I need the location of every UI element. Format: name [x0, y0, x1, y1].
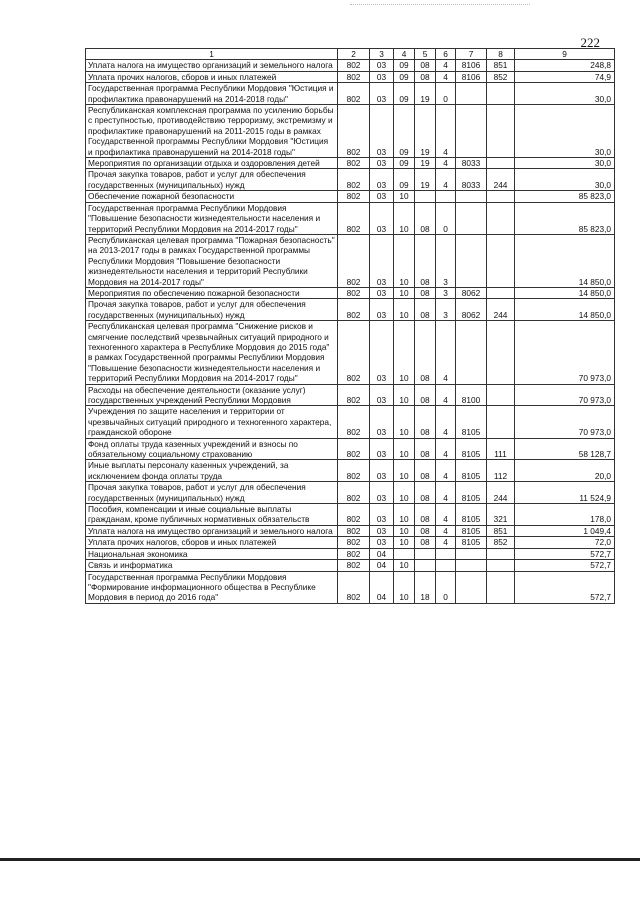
cell-c2: 802 — [338, 105, 370, 158]
header-col-8: 8 — [487, 49, 515, 60]
cell-c6: 4 — [436, 158, 456, 169]
cell-c7: 8062 — [456, 299, 487, 321]
cell-c3: 03 — [370, 482, 394, 504]
cell-c2: 802 — [338, 287, 370, 298]
cell-c9: 85 823,0 — [515, 191, 615, 202]
cell-c5: 08 — [415, 234, 436, 287]
cell-c3: 03 — [370, 406, 394, 438]
cell-c6: 4 — [436, 460, 456, 482]
cell-c4: 10 — [394, 384, 415, 406]
row-description: Государственная программа Республики Мордовия "Юстиция и профилактика правонарушений на 2014-2018 годы" — [86, 83, 338, 105]
cell-c7: 8105 — [456, 525, 487, 536]
cell-c4: 10 — [394, 202, 415, 234]
table-row — [86, 560, 615, 571]
cell-c6: 0 — [436, 83, 456, 105]
cell-c6: 4 — [436, 60, 456, 71]
cell-c7: 8105 — [456, 460, 487, 482]
cell-c9: 85 823,0 — [515, 202, 615, 234]
cell-c5: 19 — [415, 83, 436, 105]
cell-c4: 09 — [394, 169, 415, 191]
cell-c5: 08 — [415, 438, 436, 460]
cell-c8 — [487, 105, 515, 158]
cell-c6: 4 — [436, 321, 456, 384]
cell-c2: 802 — [338, 71, 370, 82]
cell-c6: 4 — [436, 384, 456, 406]
cell-c4: 09 — [394, 105, 415, 158]
table-row — [86, 571, 615, 603]
row-description: Уплата налога на имущество организаций и земельного налога — [86, 60, 338, 71]
cell-c8 — [487, 83, 515, 105]
cell-c2: 802 — [338, 299, 370, 321]
cell-c3: 04 — [370, 560, 394, 571]
cell-c5 — [415, 548, 436, 559]
cell-c3: 03 — [370, 60, 394, 71]
cell-c9: 572,7 — [515, 571, 615, 603]
cell-c4: 10 — [394, 287, 415, 298]
cell-c6: 4 — [436, 71, 456, 82]
row-description: Обеспечение пожарной безопасности — [86, 191, 338, 202]
cell-c9: 20,0 — [515, 460, 615, 482]
cell-c8: 851 — [487, 525, 515, 536]
cell-c7: 8106 — [456, 60, 487, 71]
cell-c9: 14 850,0 — [515, 299, 615, 321]
cell-c2: 802 — [338, 560, 370, 571]
row-description: Республиканская комплексная программа по усилению борьбы с преступностью, противодействию терроризму, экстремизму и профилактике правонарушений на 2011-2015 годы в рамках Государственной программы Республики Мордовия "Юстиция и профилактика правонарушений на 2014-2018 годы" — [86, 105, 338, 158]
row-description: Расходы на обеспечение деятельности (оказание услуг) государственных учреждений Республики Мордовия — [86, 384, 338, 406]
cell-c7 — [456, 234, 487, 287]
cell-c6: 0 — [436, 202, 456, 234]
cell-c7: 8033 — [456, 169, 487, 191]
cell-c9: 572,7 — [515, 560, 615, 571]
table-row — [86, 169, 615, 191]
cell-c9: 70 973,0 — [515, 384, 615, 406]
cell-c8 — [487, 321, 515, 384]
cell-c3: 03 — [370, 71, 394, 82]
cell-c8: 244 — [487, 169, 515, 191]
cell-c5: 08 — [415, 504, 436, 526]
cell-c5: 08 — [415, 321, 436, 384]
cell-c4: 10 — [394, 191, 415, 202]
cell-c5: 08 — [415, 299, 436, 321]
header-col-3: 3 — [370, 49, 394, 60]
cell-c2: 802 — [338, 83, 370, 105]
cell-c4: 10 — [394, 560, 415, 571]
row-description: Учреждения по защите населения и территории от чрезвычайных ситуаций природного и техногенного характера, гражданской обороне — [86, 406, 338, 438]
header-col-5: 5 — [415, 49, 436, 60]
cell-c4: 10 — [394, 299, 415, 321]
cell-c5: 08 — [415, 60, 436, 71]
table-row — [86, 71, 615, 82]
cell-c7: 8105 — [456, 537, 487, 548]
cell-c8 — [487, 560, 515, 571]
cell-c2: 802 — [338, 482, 370, 504]
cell-c9: 30,0 — [515, 158, 615, 169]
cell-c7: 8105 — [456, 504, 487, 526]
table-row — [86, 202, 615, 234]
cell-c6: 3 — [436, 299, 456, 321]
table-row — [86, 438, 615, 460]
header-col-6: 6 — [436, 49, 456, 60]
row-description: Уплата налога на имущество организаций и земельного налога — [86, 525, 338, 536]
row-description: Республиканская целевая программа "Пожарная безопасность" на 2013-2017 годы в рамках Государственной программы Республики Мордовия "Повышение безопасности жизнедеятельности населения и территорий Республики Мордовия на 2014-2017 годы" — [86, 234, 338, 287]
cell-c7: 8105 — [456, 438, 487, 460]
table-row — [86, 158, 615, 169]
budget-table-container — [85, 48, 614, 604]
row-description: Фонд оплаты труда казенных учреждений и взносы по обязательному социальному страхованию — [86, 438, 338, 460]
cell-c8 — [487, 202, 515, 234]
cell-c8 — [487, 571, 515, 603]
cell-c3: 03 — [370, 525, 394, 536]
cell-c3: 03 — [370, 158, 394, 169]
cell-c4: 10 — [394, 525, 415, 536]
cell-c5 — [415, 560, 436, 571]
cell-c6: 4 — [436, 438, 456, 460]
table-row — [86, 234, 615, 287]
table-row — [86, 83, 615, 105]
cell-c6 — [436, 548, 456, 559]
cell-c2: 802 — [338, 384, 370, 406]
row-description: Прочая закупка товаров, работ и услуг для обеспечения государственных (муниципальных) нужд — [86, 482, 338, 504]
cell-c7 — [456, 560, 487, 571]
cell-c2: 802 — [338, 158, 370, 169]
table-header-row — [86, 49, 615, 60]
cell-c8: 852 — [487, 537, 515, 548]
cell-c3: 03 — [370, 299, 394, 321]
cell-c6: 4 — [436, 537, 456, 548]
header-col-7: 7 — [456, 49, 487, 60]
cell-c3: 04 — [370, 548, 394, 559]
cell-c3: 03 — [370, 83, 394, 105]
cell-c5 — [415, 191, 436, 202]
scan-bottom-edge — [0, 858, 640, 861]
budget-table — [85, 48, 615, 604]
header-col-1: 1 — [86, 49, 338, 60]
cell-c5: 08 — [415, 537, 436, 548]
page-number: 222 — [580, 35, 600, 50]
cell-c4: 10 — [394, 438, 415, 460]
cell-c2: 802 — [338, 406, 370, 438]
cell-c9: 1 049,4 — [515, 525, 615, 536]
row-description: Уплата прочих налогов, сборов и иных платежей — [86, 71, 338, 82]
cell-c8: 851 — [487, 60, 515, 71]
table-row — [86, 60, 615, 71]
cell-c4: 10 — [394, 571, 415, 603]
cell-c5: 18 — [415, 571, 436, 603]
cell-c4: 10 — [394, 460, 415, 482]
row-description: Связь и информатика — [86, 560, 338, 571]
cell-c9: 70 973,0 — [515, 321, 615, 384]
cell-c7 — [456, 548, 487, 559]
cell-c7 — [456, 321, 487, 384]
cell-c8 — [487, 384, 515, 406]
header-col-9: 9 — [515, 49, 615, 60]
cell-c3: 03 — [370, 504, 394, 526]
cell-c2: 802 — [338, 460, 370, 482]
cell-c4: 09 — [394, 158, 415, 169]
cell-c7 — [456, 202, 487, 234]
table-row — [86, 406, 615, 438]
cell-c9: 30,0 — [515, 169, 615, 191]
table-row — [86, 191, 615, 202]
cell-c7 — [456, 83, 487, 105]
cell-c8: 321 — [487, 504, 515, 526]
cell-c9: 72,0 — [515, 537, 615, 548]
cell-c3: 03 — [370, 537, 394, 548]
cell-c9: 178,0 — [515, 504, 615, 526]
cell-c5: 19 — [415, 169, 436, 191]
cell-c9: 11 524,9 — [515, 482, 615, 504]
cell-c2: 802 — [338, 234, 370, 287]
cell-c5: 08 — [415, 525, 436, 536]
row-description: Государственная программа Республики Мордовия "Формирование информационного общества в Республике Мордовия в период до 2016 года" — [86, 571, 338, 603]
cell-c3: 03 — [370, 105, 394, 158]
cell-c5: 08 — [415, 384, 436, 406]
scan-artifact — [350, 4, 530, 7]
cell-c8: 852 — [487, 71, 515, 82]
cell-c4: 10 — [394, 321, 415, 384]
cell-c6: 4 — [436, 482, 456, 504]
cell-c6: 4 — [436, 525, 456, 536]
cell-c7 — [456, 191, 487, 202]
cell-c7: 8105 — [456, 406, 487, 438]
cell-c8: 112 — [487, 460, 515, 482]
cell-c8: 244 — [487, 482, 515, 504]
cell-c2: 802 — [338, 191, 370, 202]
cell-c8: 111 — [487, 438, 515, 460]
cell-c3: 03 — [370, 191, 394, 202]
table-row — [86, 537, 615, 548]
table-row — [86, 504, 615, 526]
cell-c4: 09 — [394, 83, 415, 105]
cell-c6: 3 — [436, 234, 456, 287]
row-description: Национальная экономика — [86, 548, 338, 559]
cell-c5: 08 — [415, 482, 436, 504]
cell-c4: 09 — [394, 60, 415, 71]
cell-c5: 19 — [415, 105, 436, 158]
cell-c7 — [456, 571, 487, 603]
row-description: Пособия, компенсации и иные социальные выплаты гражданам, кроме публичных нормативных обязательств — [86, 504, 338, 526]
cell-c3: 03 — [370, 438, 394, 460]
row-description: Государственная программа Республики Мордовия "Повышение безопасности жизнедеятельности населения и территорий Республики Мордовия на 2014-2017 годы" — [86, 202, 338, 234]
cell-c6 — [436, 560, 456, 571]
cell-c8 — [487, 548, 515, 559]
cell-c2: 802 — [338, 571, 370, 603]
cell-c5: 08 — [415, 71, 436, 82]
cell-c9: 14 850,0 — [515, 287, 615, 298]
table-row — [86, 321, 615, 384]
cell-c3: 03 — [370, 202, 394, 234]
cell-c8 — [487, 287, 515, 298]
cell-c5: 19 — [415, 158, 436, 169]
cell-c4: 10 — [394, 234, 415, 287]
cell-c2: 802 — [338, 537, 370, 548]
cell-c9: 30,0 — [515, 105, 615, 158]
cell-c4: 10 — [394, 504, 415, 526]
table-row — [86, 105, 615, 158]
table-row — [86, 482, 615, 504]
cell-c9: 74,9 — [515, 71, 615, 82]
cell-c2: 802 — [338, 321, 370, 384]
cell-c7: 8105 — [456, 482, 487, 504]
cell-c8 — [487, 406, 515, 438]
header-col-2: 2 — [338, 49, 370, 60]
cell-c4: 10 — [394, 406, 415, 438]
cell-c2: 802 — [338, 202, 370, 234]
cell-c7: 8033 — [456, 158, 487, 169]
cell-c8: 244 — [487, 299, 515, 321]
row-description: Прочая закупка товаров, работ и услуг для обеспечения государственных (муниципальных) нужд — [86, 169, 338, 191]
cell-c3: 03 — [370, 287, 394, 298]
row-description: Прочая закупка товаров, работ и услуг для обеспечения государственных (муниципальных) нужд — [86, 299, 338, 321]
cell-c2: 802 — [338, 504, 370, 526]
cell-c6: 4 — [436, 169, 456, 191]
table-row — [86, 299, 615, 321]
cell-c7: 8106 — [456, 71, 487, 82]
cell-c6: 0 — [436, 571, 456, 603]
cell-c5: 08 — [415, 202, 436, 234]
cell-c6: 4 — [436, 406, 456, 438]
table-row — [86, 287, 615, 298]
cell-c9: 572,7 — [515, 548, 615, 559]
row-description: Мероприятия по обеспечению пожарной безопасности — [86, 287, 338, 298]
cell-c2: 802 — [338, 438, 370, 460]
cell-c6: 4 — [436, 105, 456, 158]
cell-c3: 03 — [370, 169, 394, 191]
cell-c6 — [436, 191, 456, 202]
cell-c3: 03 — [370, 460, 394, 482]
cell-c9: 58 128,7 — [515, 438, 615, 460]
cell-c9: 30,0 — [515, 83, 615, 105]
cell-c7: 8100 — [456, 384, 487, 406]
cell-c4 — [394, 548, 415, 559]
row-description: Иные выплаты персоналу казенных учреждений, за исключением фонда оплаты труда — [86, 460, 338, 482]
cell-c2: 802 — [338, 60, 370, 71]
row-description: Республиканская целевая программа "Снижение рисков и смягчение последствий чрезвычайных ситуаций природного и техногенного характера в Республике Мордовия до 2015 года" в рамках Государственной программы Республики Мордовия "Повышение безопасности жизнедеятельности населения и территорий Республики Мордовия на 2014-2017 годы" — [86, 321, 338, 384]
cell-c8 — [487, 234, 515, 287]
cell-c6: 3 — [436, 287, 456, 298]
cell-c6: 4 — [436, 504, 456, 526]
cell-c3: 03 — [370, 384, 394, 406]
cell-c4: 10 — [394, 537, 415, 548]
cell-c2: 802 — [338, 169, 370, 191]
cell-c3: 04 — [370, 571, 394, 603]
cell-c2: 802 — [338, 548, 370, 559]
cell-c2: 802 — [338, 525, 370, 536]
cell-c4: 10 — [394, 482, 415, 504]
cell-c9: 14 850,0 — [515, 234, 615, 287]
cell-c5: 08 — [415, 406, 436, 438]
row-description: Мероприятия по организации отдыха и оздоровления детей — [86, 158, 338, 169]
table-row — [86, 548, 615, 559]
cell-c4: 09 — [394, 71, 415, 82]
cell-c3: 03 — [370, 234, 394, 287]
cell-c8 — [487, 191, 515, 202]
cell-c9: 248,8 — [515, 60, 615, 71]
cell-c8 — [487, 158, 515, 169]
row-description: Уплата прочих налогов, сборов и иных платежей — [86, 537, 338, 548]
table-row — [86, 525, 615, 536]
header-col-4: 4 — [394, 49, 415, 60]
cell-c5: 08 — [415, 287, 436, 298]
cell-c7: 8062 — [456, 287, 487, 298]
cell-c9: 70 973,0 — [515, 406, 615, 438]
cell-c7 — [456, 105, 487, 158]
cell-c5: 08 — [415, 460, 436, 482]
cell-c3: 03 — [370, 321, 394, 384]
table-row — [86, 460, 615, 482]
table-row — [86, 384, 615, 406]
